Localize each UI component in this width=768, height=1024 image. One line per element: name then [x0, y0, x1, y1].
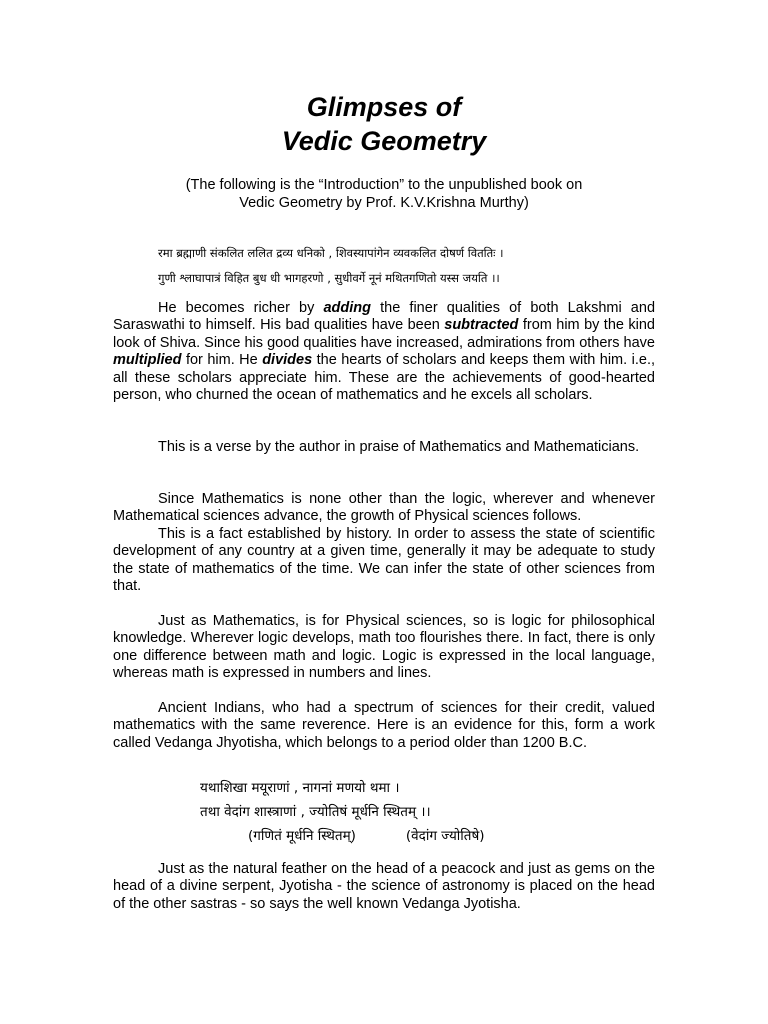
paragraph-6 — [113, 700, 655, 752]
title-line-1: Glimpses of — [306, 92, 462, 122]
page-title — [0, 90, 768, 158]
p1-text-4: for him. He — [181, 352, 263, 369]
p1-text-2: the finer qualities of both Lakshmi and Saraswathi to himself. His bad qualities have been — [113, 300, 656, 334]
verse2-line-2: तथा वेदांग शास्त्राणां , ज्योतिषं मूर्धनि स्थितम् ।। — [200, 804, 431, 820]
verse2-line-3a: (गणितं मूर्धनि स्थितम्) — [248, 828, 356, 844]
paragraph-6-text: Ancient Indians, who had a spectrum of sciences for their credit, valued mathematics with the same reverence. Here is an evidence for this, form a work called Vedanga Jhyotisha, which belongs to a period older than 1200 B.C. — [113, 700, 655, 751]
verse1-line-1: रमा ब्रह्माणी संकलित ललित द्रव्य धनिको , शिवस्यापांगेन व्यवकलित दोषर्ण विततिः । — [158, 246, 504, 260]
verse2-line-3 — [200, 824, 620, 848]
p1-text-1: He becomes richer by — [158, 300, 324, 316]
paragraph-3-text: Since Mathematics is none other than the logic, wherever and whenever Mathematical sciences advance, the growth of Physical sciences follows. — [113, 491, 655, 525]
verse2-line-1: यथाशिखा मयूराणां , नागनां मणयो थमा । — [200, 780, 400, 796]
paragraph-2-text: This is a verse by the author in praise of Mathematics and Mathematicians. — [158, 439, 640, 455]
p1-text-3: from him by the kind look of Shiva. Since his good qualities have increased, admirations from others have — [113, 317, 655, 351]
p1-text-5: the hearts of scholars and keeps them with him. i.e., all these scholars appreciate him. These are the achievements of good-hearted person, who churned the ocean of mathematics and he excels all scholars. — [113, 352, 655, 404]
paragraph-7 — [113, 861, 655, 913]
paragraph-3 — [113, 491, 655, 526]
subtitle — [0, 176, 768, 212]
subtitle-line-1: (The following is the “Introduction” to the unpublished book on — [185, 177, 583, 193]
title-line-2: Vedic Geometry — [281, 126, 487, 156]
verse1-line-2: गुणी श्लाघापात्रं विहित बुध धी भागहरणो , सुधीवर्गे नूनं मथितगणितो यस्स जयति ।। — [158, 271, 500, 285]
p1-bold-subtracted: subtracted — [444, 317, 519, 334]
paragraph-4 — [113, 526, 655, 596]
paragraph-1 — [113, 300, 655, 404]
paragraph-2 — [113, 439, 655, 456]
paragraph-5-text: Just as Mathematics, is for Physical sciences, so is logic for philosophical knowledge. Wherever logic develops, math too flourishes there. In fact, there is only one difference between math and logic. Logic is expressed in the local language, whereas math is expressed in numbers and lines. — [113, 613, 655, 682]
p1-bold-adding: adding — [323, 300, 372, 316]
p1-bold-multiplied: multiplied — [113, 352, 182, 369]
subtitle-line-2: Vedic Geometry by Prof. K.V.Krishna Murthy) — [239, 195, 529, 211]
sanskrit-verse-1 — [158, 241, 718, 291]
paragraph-4-text: This is a fact established by history. In order to assess the state of scientific development of any country at a given time, generally it may be adequate to study the state of mathematics of the time. We can infer the state of other sciences from that. — [113, 526, 655, 595]
p1-bold-divides: divides — [262, 352, 313, 369]
paragraph-7-text: Just as the natural feather on the head of a peacock and just as gems on the head of a divine serpent, Jyotisha - the science of astronomy is placed on the head of the other sastras - so says the well known Vedanga Jyotisha. — [113, 861, 655, 912]
paragraph-5 — [113, 613, 655, 683]
sanskrit-verse-2 — [200, 776, 620, 848]
verse2-line-3b: (वेदांग ज्योतिषे) — [405, 828, 485, 844]
